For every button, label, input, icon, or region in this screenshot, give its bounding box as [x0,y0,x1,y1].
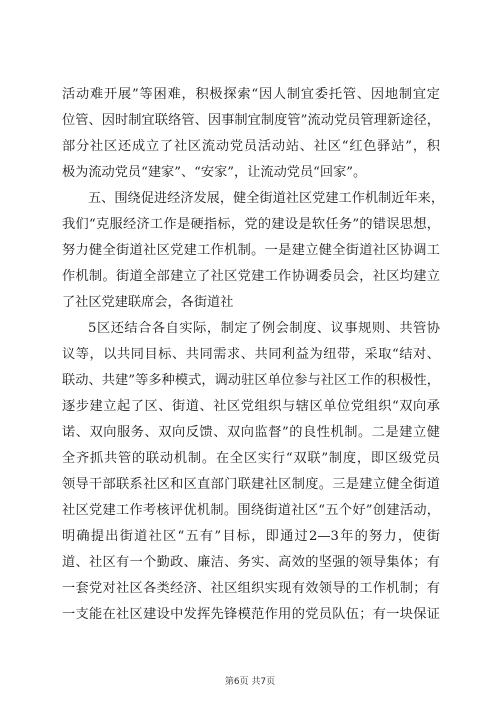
text-line: 一套党对社区各类经济、社区组织实现有效领导的工作机制；有 [62,581,440,596]
text-line: 极为流动党员“建家”、“安家”，让流动党员“回家”。 [62,165,367,180]
text-line: 五、围绕促进经济发展，健全街道社区党建工作机制近年来， [88,191,445,206]
text-line: 部分社区还成立了社区流动党员活动站、社区“红色驿站”，积 [62,139,440,154]
text-line: 5区还结合各自实际，制定了例会制度、议事规则、共管协 [88,321,440,336]
text-line: 联动、共建”等多种模式，调动驻区单位参与社区工作的积极性， [62,373,440,388]
text-line: 我们“克服经济工作是硬指标，党的建设是软任务”的错误思想， [62,217,440,232]
text-line: 努力健全街道社区党建工作机制。一是建立健全街道社区协调工 [62,243,440,258]
text-line: 一支能在社区建设中发挥先锋模范作用的党员队伍；有一块保证 [62,607,440,622]
body-text [62,82,445,628]
text-line: 活动难开展”等困难，积极探索“因人制宜委托管、因地制宜定 [62,87,440,102]
page-footer: 第6页 共7页 [224,677,276,687]
text-line: 诺、双向服务、双向反馈、双向监督”的良性机制。二是建立健 [62,425,440,440]
text-line: 领导干部联系社区和区直部门联建社区制度。三是建立健全街道 [62,477,440,492]
text-line: 明确提出街道社区“五有”目标，即通过2—3年的努力，使街 [62,529,440,544]
text-line: 社区党建工作考核评优机制。围绕街道社区“五个好”创建活动， [62,503,440,518]
text-line: 逐步建立起了区、街道、社区党组织与辖区单位党组织“双向承 [62,399,440,414]
text-line: 道、社区有一个勤政、廉洁、务实、高效的坚强的领导集体；有 [62,555,440,570]
text-line: 作机制。街道全部建立了社区党建工作协调委员会，社区均建立 [62,269,440,284]
text-line: 位管、因时制宜联络管、因事制宜制度管”流动党员管理新途径， [62,113,440,128]
text-line: 议等，以共同目标、共同需求、共同利益为纽带，采取“结对、 [62,347,440,362]
text-line: 了社区党建联席会，各街道社 [62,295,234,310]
text-line: 全齐抓共管的联动机制。在全区实行“双联”制度，即区级党员 [62,451,440,466]
